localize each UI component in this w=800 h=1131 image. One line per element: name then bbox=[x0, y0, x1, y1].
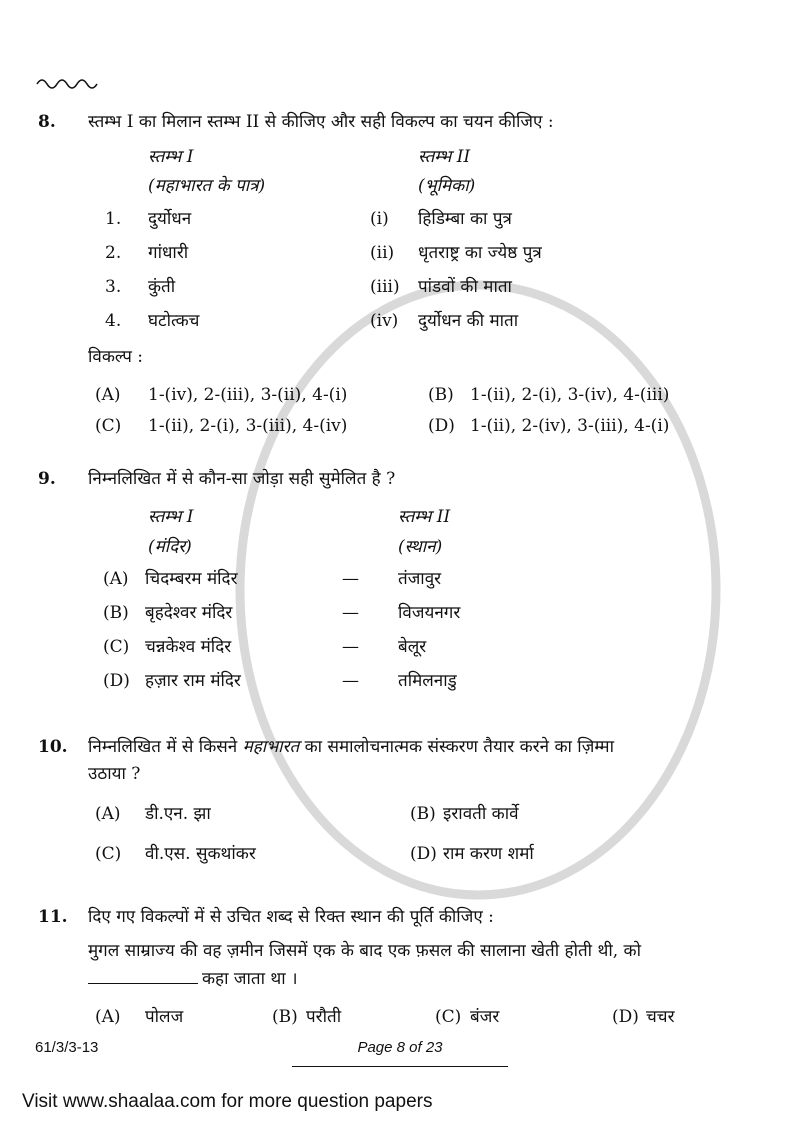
q11-option-text: बंजर bbox=[470, 1007, 500, 1027]
q8-row bbox=[0, 276, 800, 310]
q10-text-line2: उठाया ? bbox=[88, 764, 141, 784]
q8-row-roman: (iv) bbox=[370, 311, 399, 331]
q10-option-label: (B) bbox=[410, 804, 436, 824]
q11-option-label: (C) bbox=[435, 1007, 462, 1027]
q8-row-item: दुर्योधन bbox=[148, 209, 192, 229]
q8-text: स्तम्भ I का मिलान स्तम्भ II से कीजिए और सही विकल्प का चयन कीजिए : bbox=[88, 112, 554, 132]
q8-number: 8. bbox=[38, 112, 56, 132]
q8-row-match: धृतराष्ट्र का ज्येष्ठ पुत्र bbox=[418, 243, 542, 263]
q8-row-match: पांडवों की माता bbox=[418, 277, 512, 297]
q8-option-text: 1-(ii), 2-(iv), 3-(iii), 4-(i) bbox=[470, 416, 670, 436]
q8-option-text: 1-(ii), 2-(i), 3-(iv), 4-(iii) bbox=[470, 385, 670, 405]
q10-option-label: (A) bbox=[95, 804, 121, 824]
wave-ornament bbox=[0, 74, 800, 90]
q10-text-italic: महाभारत bbox=[242, 737, 300, 757]
q9-row-dash: — bbox=[342, 671, 359, 691]
q8-options-row bbox=[0, 415, 800, 468]
q9-row-place: बेलूर bbox=[398, 637, 427, 657]
q9-row-label: (B) bbox=[103, 603, 129, 623]
page-number: Page 8 of 23 bbox=[292, 1037, 508, 1067]
q8-option-text: 1-(iv), 2-(iii), 3-(ii), 4-(i) bbox=[148, 385, 348, 405]
q8-row-item: कुंती bbox=[148, 277, 176, 297]
paper-code: 61/3/3-13 bbox=[35, 1039, 99, 1056]
q9-row-label: (D) bbox=[103, 671, 130, 691]
q9-row-temple: चिदम्बरम मंदिर bbox=[145, 569, 238, 589]
q8-col2-title: स्तम्भ II bbox=[418, 147, 471, 167]
q9-row-dash: — bbox=[342, 569, 359, 589]
q9-row-label: (A) bbox=[103, 569, 129, 589]
q9-row bbox=[0, 636, 800, 670]
q9-col2-title: स्तम्भ II bbox=[398, 507, 451, 527]
q10-option-text: वी.एस. सुकथांकर bbox=[145, 844, 256, 864]
q10-option-text: राम करण शर्मा bbox=[443, 844, 534, 864]
q8-option-text: 1-(ii), 2-(i), 3-(iii), 4-(iv) bbox=[148, 416, 348, 436]
q8-col-titles bbox=[0, 146, 800, 175]
q10-option-label: (C) bbox=[95, 844, 122, 864]
q9-number: 9. bbox=[38, 469, 56, 489]
footer bbox=[0, 1037, 800, 1068]
q8-row-roman: (i) bbox=[370, 209, 389, 229]
q8-row-num: 2. bbox=[105, 243, 122, 263]
q9-col1-title: स्तम्भ I bbox=[148, 507, 194, 527]
q10-options-row bbox=[0, 803, 800, 843]
q8-row-roman: (ii) bbox=[370, 243, 395, 263]
q9-col1-sub: (मंदिर) bbox=[148, 537, 192, 557]
q11-option-text: परौती bbox=[306, 1007, 342, 1027]
q8-option-label: (A) bbox=[95, 385, 121, 405]
q9-col-titles bbox=[0, 506, 800, 536]
q9-col2-sub: (स्थान) bbox=[398, 537, 443, 557]
q8-col-subtitles bbox=[0, 175, 800, 208]
q11-text: दिए गए विकल्पों में से उचित शब्द से रिक्त स्थान की पूर्ति कीजिए : bbox=[88, 907, 494, 927]
q9-row bbox=[0, 568, 800, 602]
q11-line2: मुगल साम्राज्य की वह ज़मीन जिसमें एक के बाद एक फ़सल की सालाना खेती होती थी, को bbox=[88, 941, 642, 961]
q9-row bbox=[0, 602, 800, 636]
q10-text bbox=[88, 736, 780, 758]
q9-row-place: तंजावुर bbox=[398, 569, 442, 589]
q8-options-row bbox=[0, 384, 800, 415]
q8-row-num: 1. bbox=[105, 209, 122, 229]
q8-option-label: (C) bbox=[95, 416, 122, 436]
q9-row-place: विजयनगर bbox=[398, 603, 461, 623]
q8-option-label: (D) bbox=[428, 416, 455, 436]
q10-option-label: (D) bbox=[410, 844, 437, 864]
q9-question bbox=[0, 468, 800, 506]
q9-row-label: (C) bbox=[103, 637, 130, 657]
q8-row-item: घटोत्कच bbox=[148, 311, 200, 331]
q8-col1-title: स्तम्भ I bbox=[148, 147, 194, 167]
q8-options-heading bbox=[0, 346, 800, 384]
q9-row-dash: — bbox=[342, 603, 359, 623]
q11-line3-text: कहा जाता था । bbox=[202, 969, 298, 989]
q10-option-text: डी.एन. झा bbox=[145, 804, 211, 824]
q8-col1-sub: (महाभारत के पात्र) bbox=[148, 176, 266, 196]
q11-option-label: (D) bbox=[612, 1007, 639, 1027]
q10-text-before: निम्नलिखित में से किसने bbox=[88, 737, 238, 757]
q9-row bbox=[0, 670, 800, 704]
q9-row-place: तमिलनाडु bbox=[398, 671, 457, 691]
q11-option-label: (B) bbox=[272, 1007, 298, 1027]
q11-statement-end bbox=[0, 968, 800, 1006]
q9-row-dash: — bbox=[342, 637, 359, 657]
q8-options-label: विकल्प : bbox=[88, 347, 143, 367]
q11-option-text: चचर bbox=[646, 1007, 675, 1027]
q9-row-temple: बृहदेश्वर मंदिर bbox=[145, 603, 233, 623]
fill-in-blank bbox=[88, 969, 198, 984]
q8-row bbox=[0, 242, 800, 276]
q11-question bbox=[0, 906, 800, 940]
q11-statement bbox=[0, 940, 800, 968]
q9-text: निम्नलिखित में से कौन-सा जोड़ा सही सुमेलित है ? bbox=[88, 469, 396, 489]
q8-row-roman: (iii) bbox=[370, 277, 400, 297]
q11-option-label: (A) bbox=[95, 1007, 121, 1027]
q10-text-after: का समालोचनात्मक संस्करण तैयार करने का ज़िम्मा bbox=[304, 737, 614, 757]
q8-row bbox=[0, 310, 800, 344]
q10-options-row bbox=[0, 843, 800, 906]
q10-number: 10. bbox=[38, 737, 68, 757]
q8-row-item: गांधारी bbox=[148, 243, 189, 263]
q8-option-label: (B) bbox=[428, 385, 454, 405]
q8-row-num: 4. bbox=[105, 311, 122, 331]
q8-question bbox=[0, 111, 800, 146]
q8-row bbox=[0, 208, 800, 242]
q10-question bbox=[0, 736, 800, 763]
q9-col-subtitles bbox=[0, 536, 800, 568]
q10-question-line2 bbox=[0, 763, 800, 803]
q10-option-text: इरावती कार्वे bbox=[443, 804, 519, 824]
q11-number: 11. bbox=[38, 907, 68, 927]
q11-line3 bbox=[88, 968, 780, 990]
q8-row-match: दुर्योधन की माता bbox=[418, 311, 519, 331]
q11-option-text: पोलज bbox=[145, 1007, 184, 1027]
q9-row-temple: हज़ार राम मंदिर bbox=[145, 671, 241, 691]
visit-link[interactable]: Visit www.shaalaa.com for more question papers bbox=[22, 1091, 433, 1112]
q8-row-match: हिडिम्बा का पुत्र bbox=[418, 209, 512, 229]
q11-options-row bbox=[0, 1006, 800, 1037]
visit-row bbox=[0, 1091, 800, 1115]
q9-row-temple: चन्नकेश्व मंदिर bbox=[145, 637, 232, 657]
wave-ornament-icon bbox=[35, 74, 103, 90]
q8-col2-sub: (भूमिका) bbox=[418, 176, 476, 196]
q8-row-num: 3. bbox=[105, 277, 122, 297]
